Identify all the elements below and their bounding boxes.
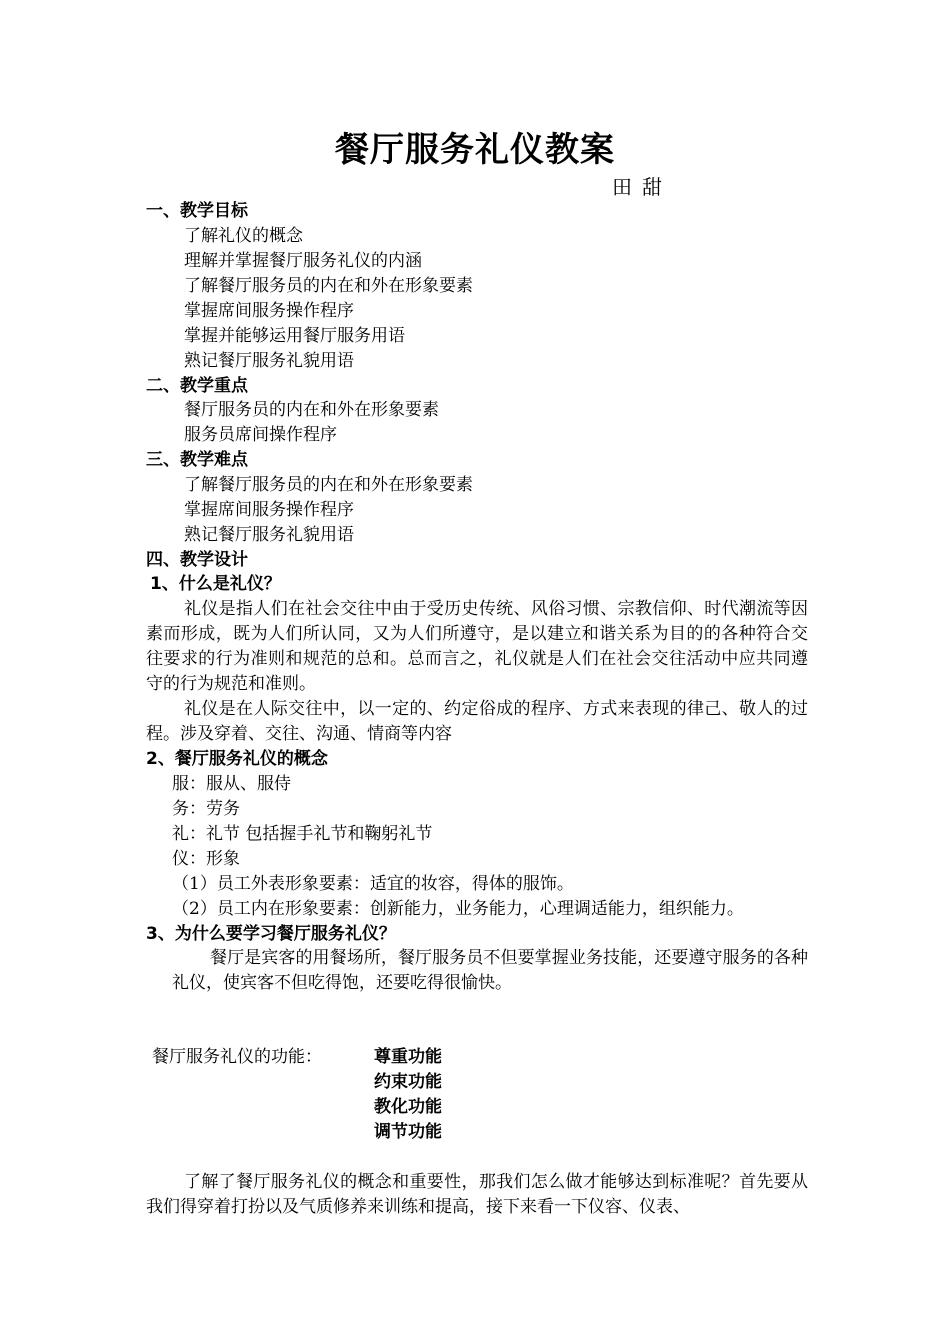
section-heading-objectives: 一、教学目标: [146, 201, 248, 221]
paragraph-etiquette-process: 礼仪是在人际交往中，以一定的、约定俗成的程序、方式来表现的律己、敬人的过程。涉及穿着、交往、沟通、情商等内容: [146, 699, 808, 744]
definition-item: 服：服从、服侍: [172, 774, 291, 794]
paragraph-how-to-meet-standard: 了解了餐厅服务礼仪的概念和重要性，那我们怎么做才能够达到标准呢？首先要从我们得穿着打扮以及气质修养来训练和提高，接下来看一下仪容、仪表、: [146, 1172, 808, 1217]
function-item: 教化功能: [374, 1097, 442, 1117]
subheading-restaurant-etiquette-concept: 2、餐厅服务礼仪的概念: [146, 749, 328, 769]
definition-item: 务：劳务: [172, 799, 240, 819]
list-item: 熟记餐厅服务礼貌用语: [184, 525, 354, 545]
list-item: 理解并掌握餐厅服务礼仪的内涵: [184, 251, 422, 271]
definition-item: 仪：形象: [172, 849, 240, 869]
list-item: 了解餐厅服务员的内在和外在形象要素: [184, 475, 473, 495]
function-item: 尊重功能: [374, 1047, 442, 1067]
section-heading-design: 四、教学设计: [146, 550, 248, 570]
list-item: 服务员席间操作程序: [184, 425, 337, 445]
list-item: 掌握席间服务操作程序: [184, 301, 354, 321]
list-item: 了解礼仪的概念: [184, 226, 303, 246]
document-title: 餐厅服务礼仪教案: [335, 130, 615, 170]
list-item: 掌握并能够运用餐厅服务用语: [184, 326, 405, 346]
subheading-why-learn: 3、为什么要学习餐厅服务礼仪？: [146, 924, 396, 944]
list-item: 餐厅服务员的内在和外在形象要素: [184, 400, 439, 420]
definition-item: 礼：礼节 包括握手礼节和鞠躬礼节: [172, 824, 433, 844]
list-item: 了解餐厅服务员的内在和外在形象要素: [184, 276, 473, 296]
functions-label: 餐厅服务礼仪的功能：: [152, 1047, 322, 1067]
definition-item: （1）员工外表形象要素：适宜的妆容，得体的服饰。: [172, 874, 574, 894]
section-heading-difficulties: 三、教学难点: [146, 450, 248, 470]
function-item: 约束功能: [374, 1072, 442, 1092]
list-item: 熟记餐厅服务礼貌用语: [184, 351, 354, 371]
paragraph-why-learn: 餐厅是宾客的用餐场所，餐厅服务员不但要掌握业务技能，还要遵守服务的各种礼仪，使宾客不但吃得饱，还要吃得很愉快。: [172, 948, 808, 993]
list-item: 掌握席间服务操作程序: [184, 500, 354, 520]
subheading-what-is-etiquette: 1、什么是礼仪？: [150, 574, 281, 594]
author-name: 田甜: [612, 175, 672, 199]
definition-item: （2）员工内在形象要素：创新能力，业务能力，心理调适能力，组织能力。: [172, 899, 744, 919]
paragraph-etiquette-definition: 礼仪是指人们在社会交往中由于受历史传统、风俗习惯、宗教信仰、时代潮流等因素而形成，既为人们所认同，又为人们所遵守，是以建立和谐关系为目的的各种符合交往要求的行为准则和规范的总和。总而言之，礼仪就是人们在社会交往活动中应共同遵守的行为规范和准则。: [146, 599, 808, 694]
section-heading-key-points: 二、教学重点: [146, 376, 248, 396]
function-item: 调节功能: [374, 1122, 442, 1142]
